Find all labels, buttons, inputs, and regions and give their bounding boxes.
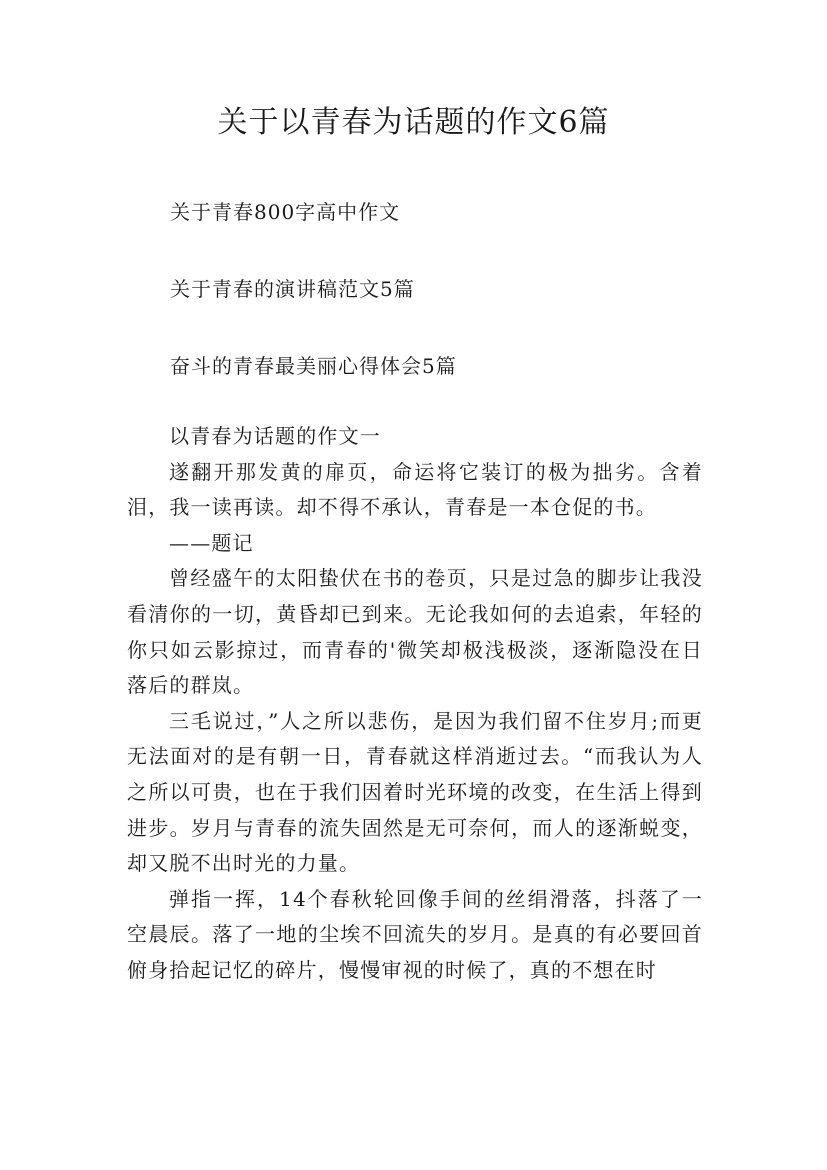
article-body <box>127 419 703 989</box>
paragraph: 遂翻开那发黄的扉页，命运将它装订的极为拙劣。含着泪，我一读再读。却不得不承认，青春是一本仓促的书。 <box>127 459 703 520</box>
paragraph: 弹指一挥，14个春秋轮回像手间的丝绢滑落，抖落了一空晨辰。落了一地的尘埃不回流失的岁月。是真的有必要回首俯身拾起记忆的碎片，慢慢审视的时候了，真的不想在时 <box>127 886 703 982</box>
related-link-3[interactable]: 奋斗的青春最美丽心得体会5篇 <box>170 354 457 378</box>
paragraph: 曾经盛午的太阳蛰伏在书的卷页，只是过急的脚步让我没看清你的一切，黄昏却已到来。无论我如何的去追索，年轻的你只如云影掠过，而青春的'微笑却极浅极淡，逐渐隐没在日落后的群岚。 <box>127 566 703 698</box>
related-link-1[interactable]: 关于青春800字高中作文 <box>170 200 401 224</box>
document-title: 关于以青春为话题的作文6篇 <box>217 105 610 140</box>
paragraph: 三毛说过，”人之所以悲伤，是因为我们留不住岁月;而更无法面对的是有朝一日，青春就这样消逝过去。“而我认为人之所以可贵，也在于我们因着时光环境的改变，在生活上得到进步。岁月与青春的流失固然是无可奈何，而人的逐渐蜕变，却又脱不出时光的力量。 <box>127 708 703 876</box>
related-link-2[interactable]: 关于青春的演讲稿范文5篇 <box>170 277 415 301</box>
section-heading: 以青春为话题的作文一 <box>169 424 381 448</box>
epigraph-attribution: ——题记 <box>169 530 254 555</box>
